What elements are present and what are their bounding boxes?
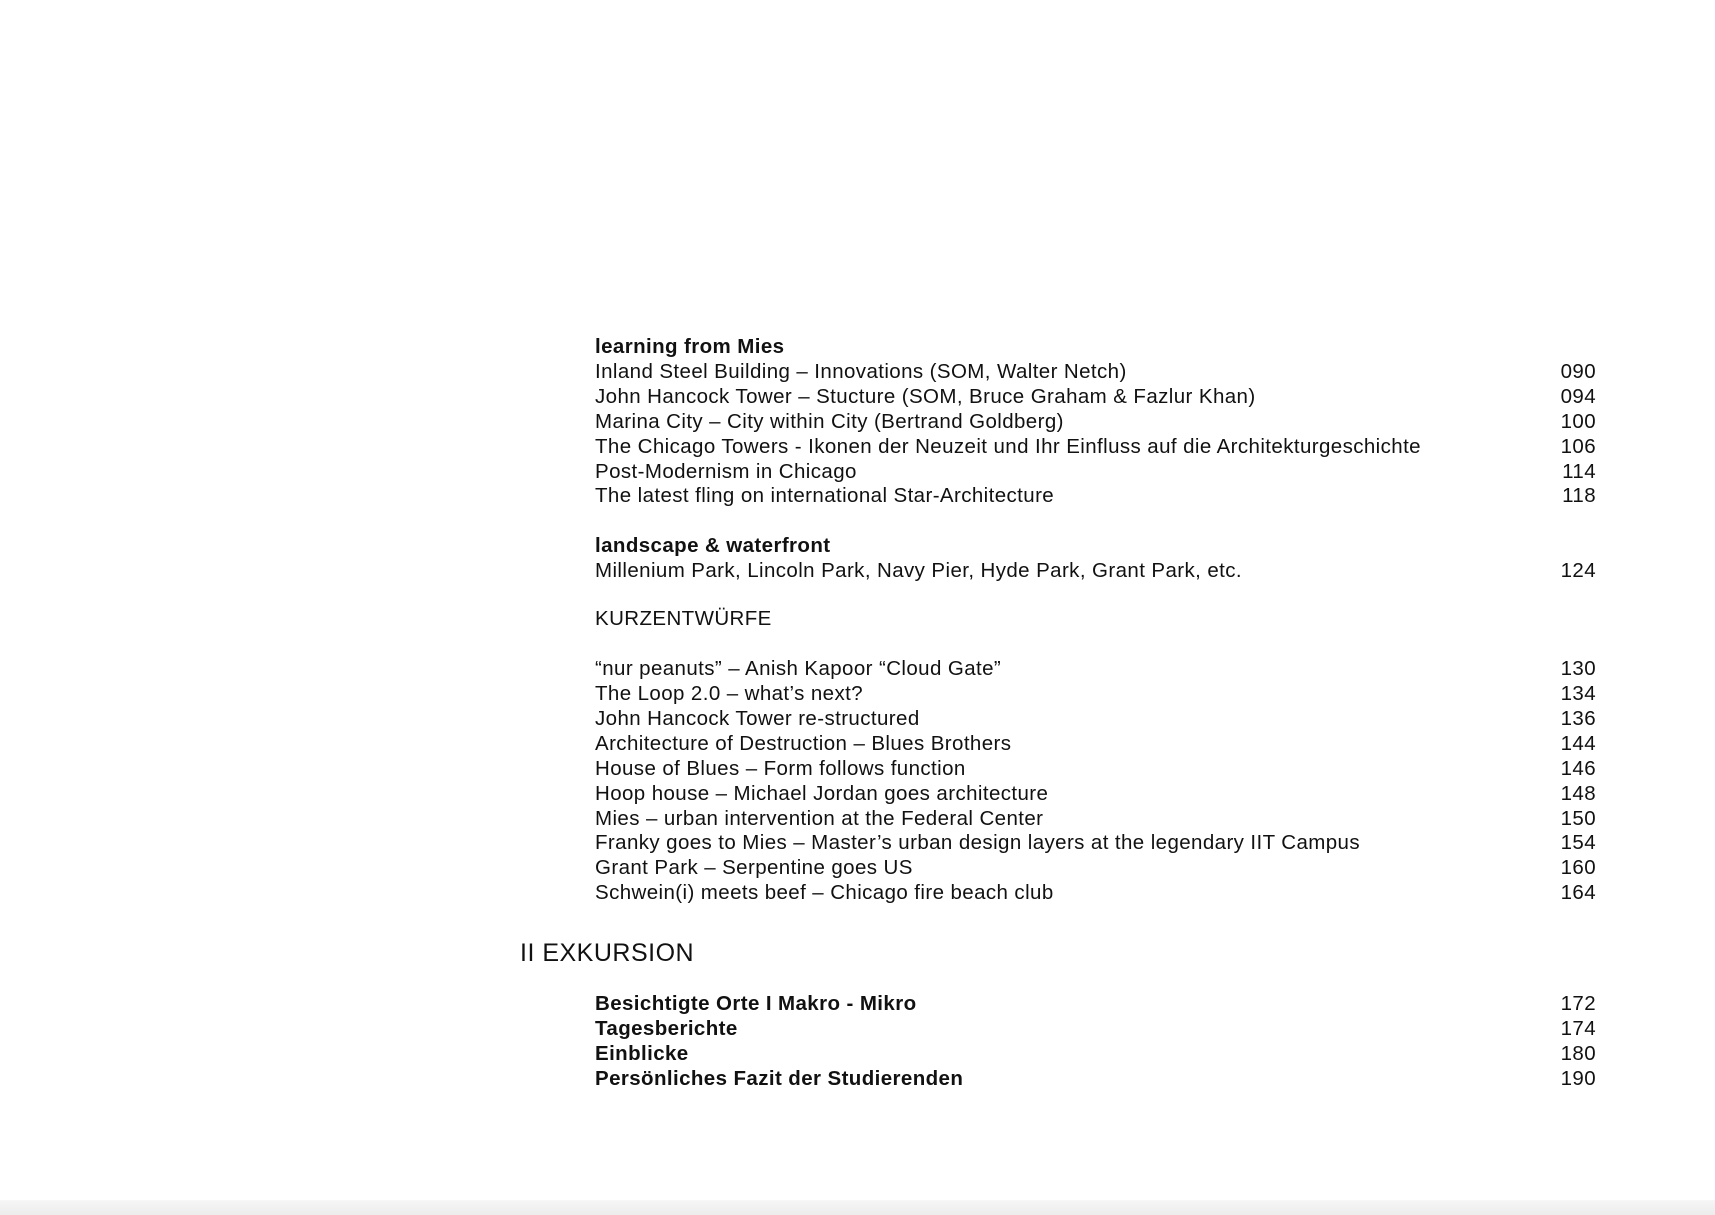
toc-entry bbox=[595, 410, 1596, 435]
entry-title: Architecture of Destruction – Blues Brothers bbox=[595, 731, 1012, 755]
toc-entry bbox=[595, 1017, 1596, 1042]
entry-page: 100 bbox=[1560, 409, 1596, 433]
toc-entry bbox=[595, 707, 1596, 732]
toc-entry bbox=[595, 657, 1596, 682]
section-heading-learning bbox=[595, 334, 1596, 360]
entry-title: Einblicke bbox=[595, 1041, 689, 1065]
toc-entry bbox=[595, 881, 1596, 906]
entry-page: 160 bbox=[1560, 856, 1596, 880]
entry-page: 114 bbox=[1562, 459, 1596, 483]
entry-page: 124 bbox=[1560, 559, 1596, 583]
entry-title: Inland Steel Building – Innovations (SOM, Walter Netch) bbox=[595, 360, 1127, 383]
entry-page: 106 bbox=[1560, 434, 1596, 458]
entry-title: “nur peanuts” – Anish Kapoor “Cloud Gate” bbox=[595, 657, 1002, 681]
entry-title: Millenium Park, Lincoln Park, Navy Pier, Hyde Park, Grant Park, etc. bbox=[595, 559, 1242, 583]
entry-title: The Chicago Towers - Ikonen der Neuzeit und Ihr Einfluss auf die Architekturgeschichte bbox=[595, 434, 1421, 458]
entry-page: 134 bbox=[1560, 682, 1596, 706]
entry-page: 174 bbox=[1560, 1017, 1596, 1041]
entry-title: The latest fling on international Star-Architecture bbox=[595, 484, 1055, 508]
entry-title: Persönliches Fazit der Studierenden bbox=[595, 1066, 964, 1090]
toc-entry bbox=[595, 385, 1596, 410]
entry-page: 150 bbox=[1560, 806, 1596, 830]
entry-title: John Hancock Tower – Stucture (SOM, Bruce Graham & Fazlur Khan) bbox=[595, 384, 1256, 408]
spacer bbox=[595, 968, 1596, 992]
entry-page: 130 bbox=[1560, 657, 1596, 681]
heading-text: landscape & waterfront bbox=[595, 534, 831, 558]
toc-entry bbox=[595, 1067, 1596, 1092]
spacer bbox=[595, 906, 1596, 938]
entry-title: Grant Park – Serpentine goes US bbox=[595, 856, 913, 880]
toc-entry bbox=[595, 757, 1596, 782]
spacer bbox=[595, 509, 1596, 533]
chapter-title-text: II EXKURSION bbox=[520, 939, 695, 968]
entry-title: House of Blues – Form follows function bbox=[595, 756, 966, 780]
heading-text: learning from Mies bbox=[595, 335, 785, 358]
toc-entry bbox=[595, 559, 1596, 584]
entry-title: Tagesberichte bbox=[595, 1017, 738, 1041]
spacer bbox=[595, 632, 1596, 657]
toc-entry bbox=[595, 856, 1596, 881]
entry-title: Hoop house – Michael Jordan goes architecture bbox=[595, 781, 1049, 805]
entry-title: Post-Modernism in Chicago bbox=[595, 459, 857, 483]
table-of-contents bbox=[520, 334, 1596, 1092]
toc-entry bbox=[595, 360, 1596, 385]
entry-page: 164 bbox=[1560, 881, 1596, 905]
entry-title: John Hancock Tower re-structured bbox=[595, 707, 920, 731]
entry-title: The Loop 2.0 – what’s next? bbox=[595, 682, 863, 706]
page-bottom-edge bbox=[0, 1200, 1715, 1215]
section-heading-landscape bbox=[595, 533, 1596, 559]
toc-entry bbox=[595, 831, 1596, 856]
entry-title: Schwein(i) meets beef – Chicago fire beach club bbox=[595, 881, 1054, 905]
toc-entry bbox=[595, 782, 1596, 807]
entry-page: 118 bbox=[1562, 484, 1596, 508]
toc-entry bbox=[595, 460, 1596, 485]
toc-entry bbox=[595, 435, 1596, 460]
entry-title: Mies – urban intervention at the Federal Center bbox=[595, 806, 1044, 830]
entry-page: 094 bbox=[1560, 384, 1596, 408]
entry-page: 144 bbox=[1560, 731, 1596, 755]
entry-title: Marina City – City within City (Bertrand Goldberg) bbox=[595, 409, 1064, 433]
entry-page: 180 bbox=[1560, 1041, 1596, 1065]
entry-page: 146 bbox=[1560, 756, 1596, 780]
entry-page: 090 bbox=[1560, 360, 1596, 383]
chapter-title-exkursion bbox=[520, 938, 1521, 968]
toc-entry bbox=[595, 807, 1596, 832]
entry-title: Besichtigte Orte I Makro - Mikro bbox=[595, 992, 917, 1016]
entry-page: 148 bbox=[1560, 781, 1596, 805]
toc-entry bbox=[595, 484, 1596, 509]
spacer bbox=[595, 584, 1596, 606]
entry-title: Franky goes to Mies – Master’s urban design layers at the legendary IIT Campus bbox=[595, 831, 1361, 855]
entry-page: 154 bbox=[1560, 831, 1596, 855]
toc-entry bbox=[595, 1042, 1596, 1067]
entry-page: 172 bbox=[1560, 992, 1596, 1016]
toc-entry bbox=[595, 732, 1596, 757]
entry-page: 136 bbox=[1560, 707, 1596, 731]
toc-entry bbox=[595, 992, 1596, 1017]
toc-entry bbox=[595, 682, 1596, 707]
label-text: KURZENTWÜRFE bbox=[595, 607, 772, 631]
section-label-kurzentwuerfe bbox=[595, 606, 1596, 632]
entry-page: 190 bbox=[1560, 1066, 1596, 1090]
